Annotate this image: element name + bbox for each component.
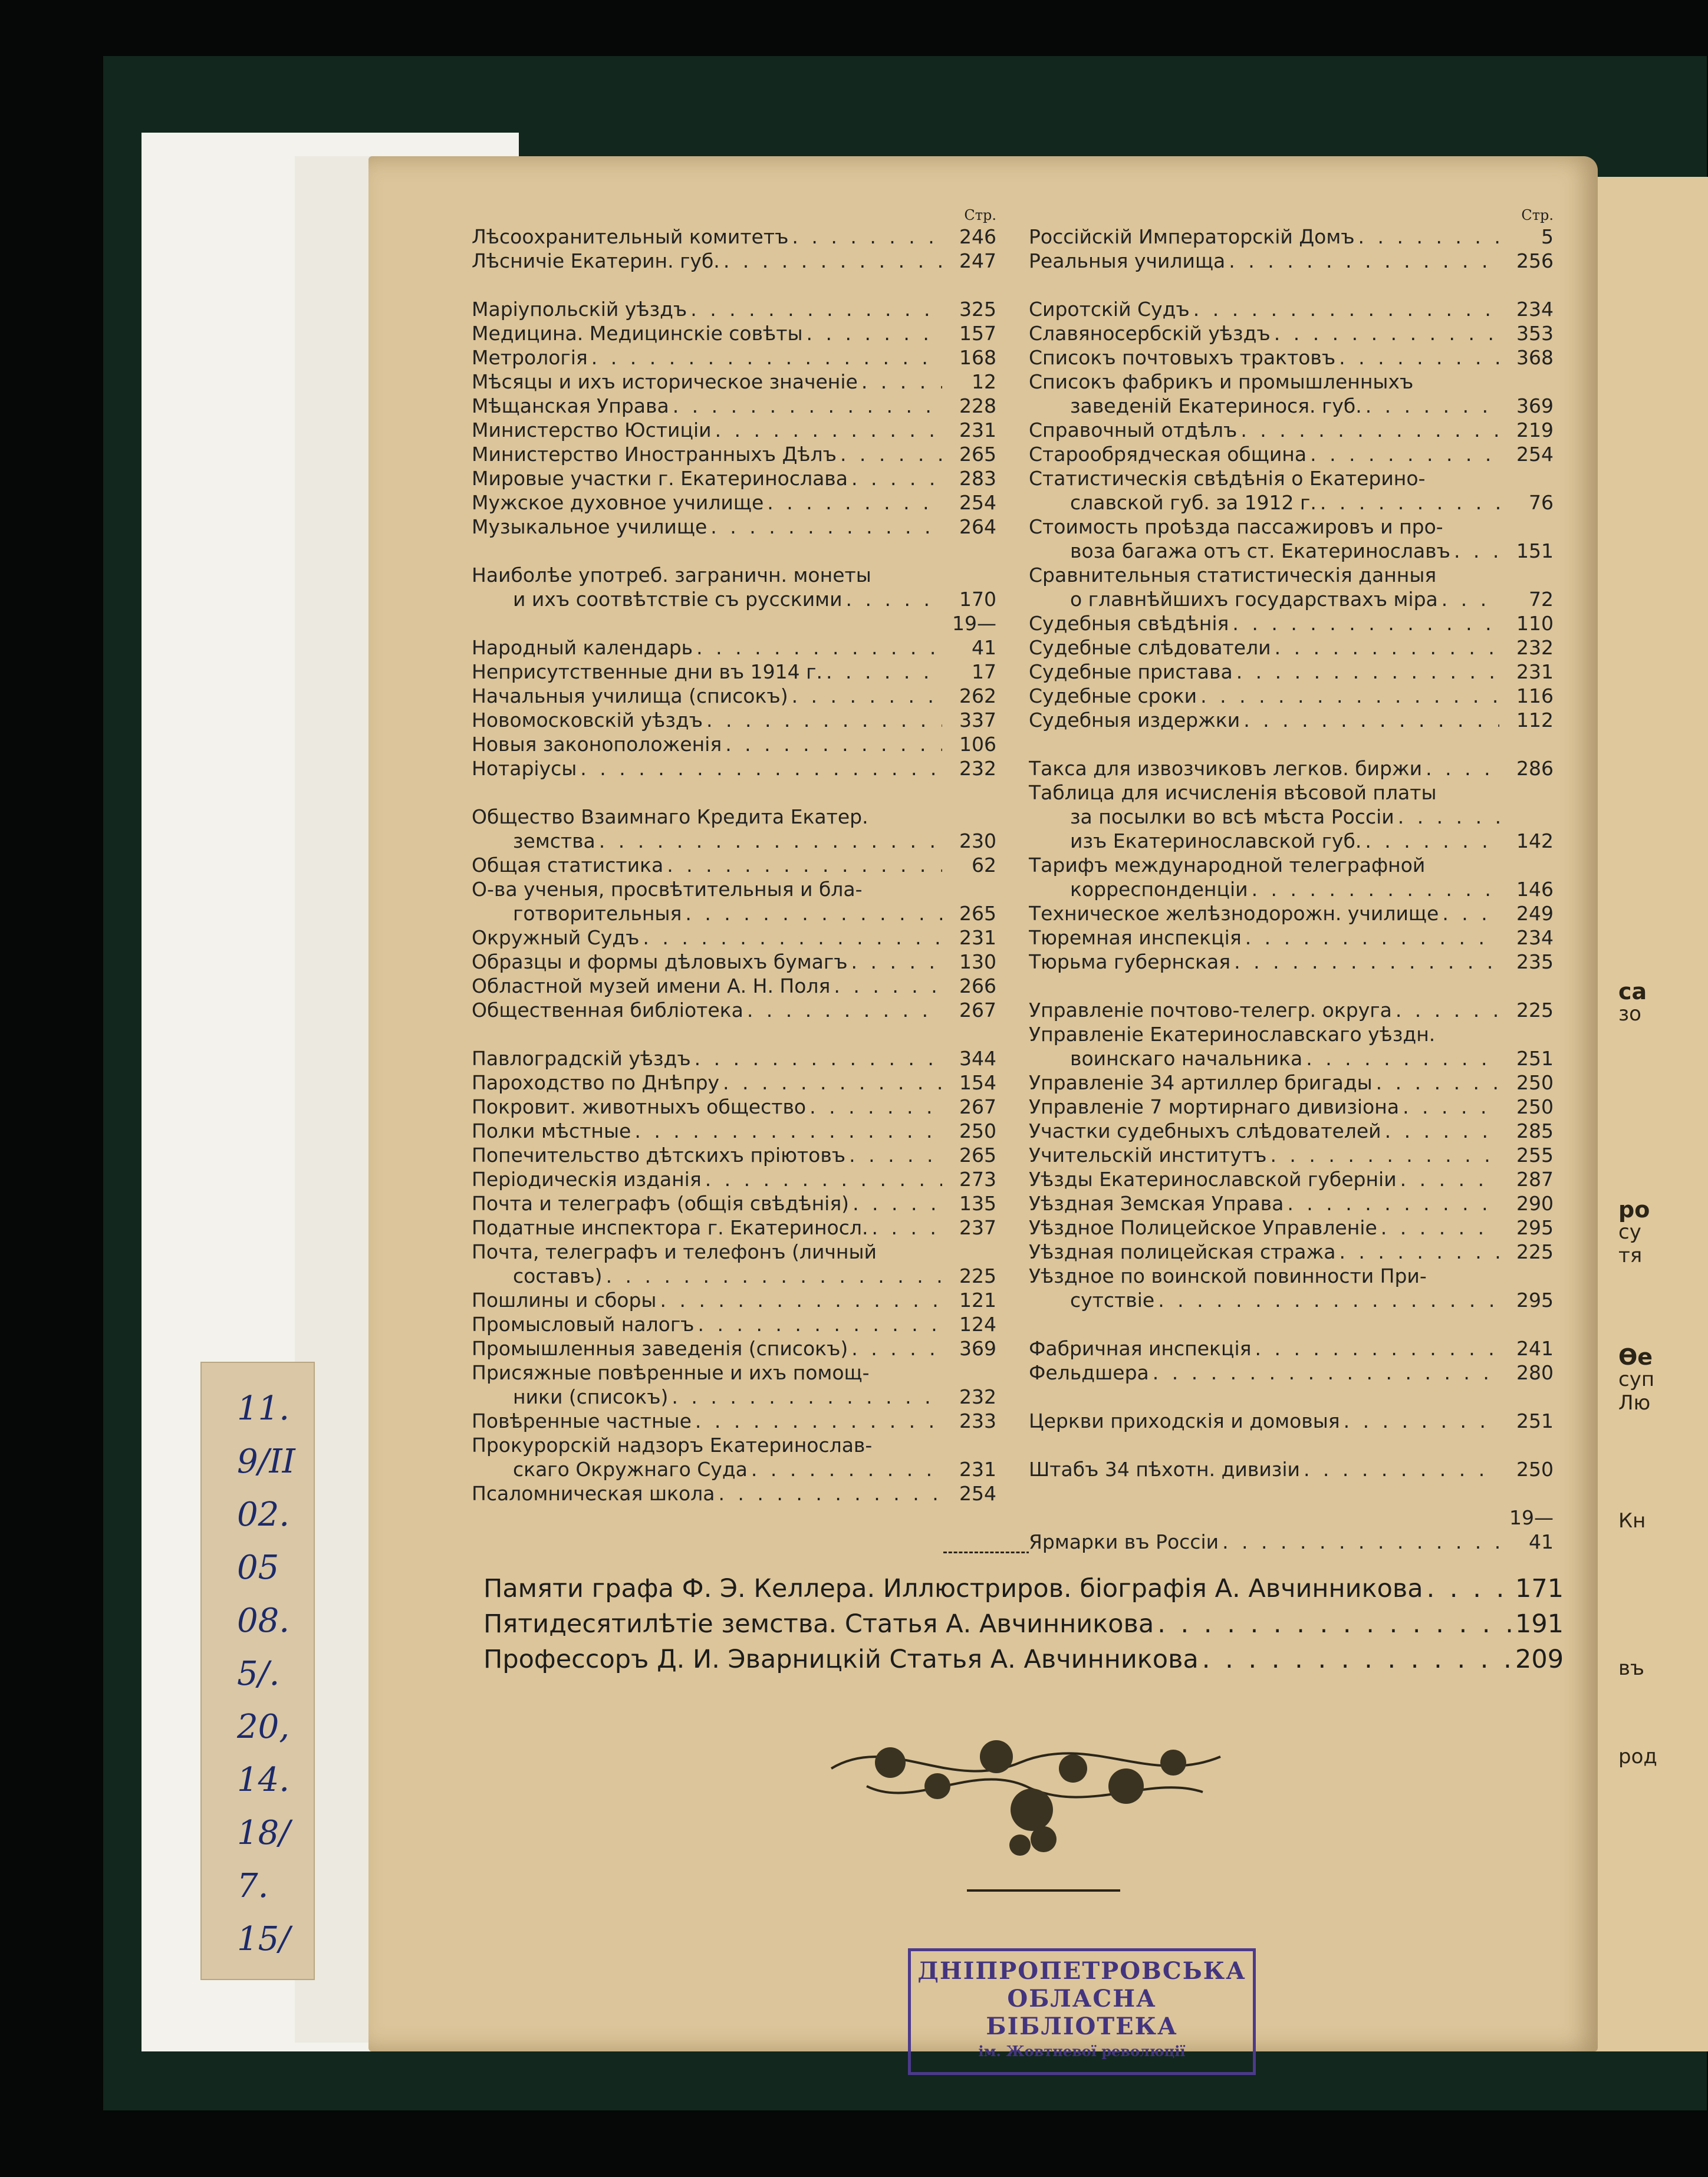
entry-page: 251 [1516, 1047, 1554, 1070]
handwritten-date: 02. [237, 1496, 290, 1534]
entry-page: 5 [1541, 225, 1554, 248]
facing-page-fragment [1589, 177, 1708, 2051]
index-entry [472, 877, 996, 926]
index-entry [1029, 225, 1554, 249]
entry-title: Россійскій Императорскій Домъ [1029, 225, 1358, 248]
entry-title: Штабъ 34 пѣхотн. дивизіи [1029, 1458, 1304, 1481]
index-entry [472, 249, 996, 273]
entry-title: Участки судебныхъ слѣдователей [1029, 1119, 1385, 1142]
index-entry [472, 1288, 996, 1312]
entry-title-cont: славской губ. за 1912 г. [1070, 491, 1320, 514]
entry-title: Неприсутственные дни въ 1914 г. [472, 660, 826, 683]
stamp-line-2: ОБЛАСНА БІБЛІОТЕКА [986, 1985, 1178, 2040]
facing-page-text: зо [1618, 1002, 1641, 1026]
entry-title-cont: земства [513, 829, 599, 852]
article-entry [483, 1642, 1562, 1677]
entry-title-cont: корреспонденціи [1070, 878, 1252, 901]
entry-page: 157 [959, 322, 996, 345]
entry-title: Общая статистика [472, 854, 667, 877]
index-entry [1029, 708, 1554, 732]
entry-page: 225 [959, 1264, 996, 1287]
index-entry [1029, 1119, 1554, 1143]
index-entry [1029, 853, 1554, 901]
index-entry [472, 1312, 996, 1336]
ornament-rule [967, 1889, 1120, 1892]
entry-title: Тарифъ международной телеграфной [1029, 854, 1426, 877]
entry-title: Покровит. животныхъ общество [472, 1095, 809, 1118]
entry-page: 154 [959, 1071, 996, 1094]
index-entry [1029, 684, 1554, 708]
facing-page-text: род [1618, 1745, 1657, 1768]
index-entry [472, 225, 996, 249]
facing-page-text: суп [1618, 1368, 1655, 1391]
index-entry [1029, 1240, 1554, 1264]
entry-title: Списокъ фабрикъ и промышленныхъ [1029, 370, 1414, 393]
entry-page: 265 [959, 1144, 996, 1167]
index-entry [1029, 998, 1554, 1022]
index-entry [1029, 1409, 1554, 1433]
entry-page: 254 [959, 491, 996, 514]
entry-page: 290 [1516, 1192, 1554, 1215]
index-entry [472, 1119, 996, 1143]
entry-page: 262 [959, 684, 996, 707]
entry-title: Судебныя свѣдѣнія [1029, 612, 1232, 635]
entry-page: 228 [959, 394, 996, 417]
entry-page: 295 [1516, 1216, 1554, 1239]
entry-title: Павлоградскій уѣздъ [472, 1047, 695, 1070]
index-entry [1029, 635, 1554, 660]
entry-page: 142 [1516, 829, 1554, 852]
index-entry [472, 297, 996, 321]
entry-page: 106 [959, 733, 996, 756]
entry-title: Маріупольскій уѣздъ [472, 298, 690, 321]
entry-page: 265 [959, 443, 996, 466]
index-entry [472, 418, 996, 442]
index-entry [1029, 442, 1554, 466]
entry-page: 231 [1516, 660, 1554, 683]
index-entry [1029, 345, 1554, 370]
entry-title: Промышленныя заведенія (списокъ) [472, 1337, 851, 1360]
grapevine-ornament [820, 1698, 1232, 1875]
index-entry [1029, 1022, 1554, 1071]
entry-page: 170 [959, 588, 996, 611]
entry-title: Управленіе 7 мортирнаго дивизіона [1029, 1095, 1403, 1118]
index-entry [1029, 1264, 1554, 1312]
index-entry [1029, 950, 1554, 974]
handwritten-date: 5/. [237, 1655, 280, 1693]
facing-page-text: ро [1618, 1197, 1650, 1223]
entry-page: 231 [959, 926, 996, 949]
entry-title: Мужское духовное училище [472, 491, 767, 514]
entry-title-cont: скаго Окружнаго Суда [513, 1458, 751, 1481]
entry-page: 232 [1516, 636, 1554, 659]
article-entry [483, 1606, 1562, 1642]
index-entry [472, 998, 996, 1022]
page-column-header: Стр. [1521, 207, 1554, 223]
entry-title: Медицина. Медицинскіе совѣты [472, 322, 807, 345]
entry-title: Уѣздное Полицейское Управленіе [1029, 1216, 1381, 1239]
entry-page: 112 [1516, 709, 1554, 732]
article-title: Пятидесятилѣтіе земства. Статья А. Авчинникова [483, 1609, 1157, 1639]
entry-page: 247 [959, 249, 996, 272]
entry-title: Періодическія изданія [472, 1168, 705, 1191]
index-entry [472, 442, 996, 466]
entry-page: 251 [1516, 1409, 1554, 1432]
entry-page: 237 [959, 1216, 996, 1239]
index-column-left [472, 203, 996, 1506]
entry-page: 121 [959, 1289, 996, 1312]
entry-page: 225 [1516, 999, 1554, 1022]
index-entry [472, 490, 996, 515]
entry-page: 116 [1516, 684, 1554, 707]
articles-list [483, 1571, 1562, 1677]
index-entry [472, 394, 996, 418]
entry-page: 255 [1516, 1144, 1554, 1167]
entry-title: Окружный Судъ [472, 926, 643, 949]
entry-page: 285 [1516, 1119, 1554, 1142]
entry-page: 266 [959, 974, 996, 997]
index-entry [1029, 1216, 1554, 1240]
facing-page-text: тя [1618, 1244, 1643, 1267]
entry-page: 267 [959, 1095, 996, 1118]
entry-title: Наиболѣе употреб. заграничн. монеты [472, 564, 871, 587]
entry-page: 62 [972, 854, 996, 877]
facing-page-text: Лю [1618, 1391, 1651, 1415]
library-due-date-card [200, 1362, 315, 1980]
entry-title: Лѣсоохранительный комитетъ [472, 225, 792, 248]
entry-page: 233 [959, 1409, 996, 1432]
entry-page: 250 [1516, 1458, 1554, 1481]
entry-title: Пароходство по Днѣпру [472, 1071, 723, 1094]
entry-title: Тюрьма губернская [1029, 950, 1234, 973]
index-entry [472, 1240, 996, 1288]
article-page: 191 [1515, 1609, 1564, 1639]
entry-page: 234 [1516, 926, 1554, 949]
index-entry [472, 1361, 996, 1409]
entry-title: Уѣзды Екатеринославской губерніи [1029, 1168, 1400, 1191]
entry-title: Полки мѣстные [472, 1119, 634, 1142]
library-stamp [908, 1948, 1256, 2075]
entry-title: Общественная библіотека [472, 999, 747, 1022]
facing-page-text: Ѳе [1618, 1344, 1653, 1370]
index-entry [1029, 756, 1554, 780]
entry-title: Управленіе 34 артиллер бригады [1029, 1071, 1376, 1094]
handwritten-date: 14. [237, 1761, 290, 1799]
entry-title: Общество Взаимнаго Кредита Екатер. [472, 805, 868, 828]
index-entry [472, 345, 996, 370]
entry-page: 295 [1516, 1289, 1554, 1312]
entry-page: 17 [972, 660, 996, 683]
index-entry [472, 370, 996, 394]
entry-title: Псаломническая школа [472, 1482, 718, 1505]
index-entry [472, 732, 996, 756]
index-entry [472, 1095, 996, 1119]
entry-title-cont: за посылки во всѣ мѣста Россіи [1070, 805, 1398, 828]
handwritten-date: 15/ [237, 1920, 291, 1958]
facing-page-text: су [1618, 1220, 1641, 1244]
entry-title: Судебные слѣдователи [1029, 636, 1275, 659]
entry-title: Областной музей имени А. Н. Поля [472, 974, 834, 997]
index-entry [1029, 1167, 1554, 1191]
entry-page: 110 [1516, 612, 1554, 635]
handwritten-date: 9/ІІ [237, 1442, 295, 1481]
index-entry [472, 1409, 996, 1433]
entry-page: 254 [959, 1482, 996, 1505]
index-entry [472, 1071, 996, 1095]
entry-title: Судебныя издержки [1029, 709, 1243, 732]
entry-page: 72 [1529, 588, 1554, 611]
article-entry [483, 1571, 1562, 1606]
index-entry [472, 926, 996, 950]
entry-title: Фельдшера [1029, 1361, 1153, 1384]
index-entry [472, 1433, 996, 1481]
index-entry [472, 321, 996, 345]
entry-page: 287 [1516, 1168, 1554, 1191]
entry-page: 151 [1516, 539, 1554, 562]
entry-page: 368 [1516, 346, 1554, 369]
index-entry [1029, 249, 1554, 273]
entry-page: 286 [1516, 757, 1554, 780]
article-title: Профессоръ Д. И. Эварницкій Статья А. Авчинникова [483, 1645, 1202, 1674]
facing-page-text: Кн [1618, 1509, 1646, 1533]
index-entry [472, 1336, 996, 1361]
index-entry [1029, 321, 1554, 345]
entry-page: 256 [1516, 249, 1554, 272]
index-entry [472, 708, 996, 732]
entry-page: 12 [972, 370, 996, 393]
entry-title: Повѣренные частные [472, 1409, 695, 1432]
entry-page: 231 [959, 419, 996, 442]
index-entry [472, 1216, 996, 1240]
facing-page-text: въ [1618, 1656, 1645, 1680]
entry-page: 353 [1516, 322, 1554, 345]
index-entry [1029, 1071, 1554, 1095]
entry-page: 231 [959, 1458, 996, 1481]
handwritten-date: 11. [237, 1389, 290, 1428]
entry-title: Реальныя училища [1029, 249, 1229, 272]
index-entry [472, 853, 996, 877]
index-entry [472, 1143, 996, 1167]
article-page: 209 [1515, 1645, 1564, 1674]
entry-page: 235 [1516, 950, 1554, 973]
entry-title-cont: заведеній Екатеринося. губ. [1070, 394, 1365, 417]
handwritten-date: 7. [237, 1867, 269, 1905]
entry-title: Лѣсничіе Екатерин. губ. [472, 249, 723, 272]
entry-title: Старообрядческая община [1029, 443, 1310, 466]
index-entry [472, 611, 996, 660]
entry-page: 230 [959, 829, 996, 852]
entry-title: Мировые участки г. Екатеринослава [472, 467, 851, 490]
index-entry [1029, 901, 1554, 926]
entry-title: Тюремная инспекція [1029, 926, 1245, 949]
index-entry [1029, 466, 1554, 515]
index-entry [1029, 926, 1554, 950]
entry-title: Списокъ почтовыхъ трактовъ [1029, 346, 1339, 369]
entry-title: Техническое желѣзнодорожн. училище [1029, 902, 1442, 925]
index-entry [1029, 1143, 1554, 1167]
article-page: 171 [1515, 1574, 1564, 1603]
entry-title: Славяносербскій уѣздъ [1029, 322, 1274, 345]
entry-title: Сиротскій Судъ [1029, 298, 1193, 321]
index-entry [472, 466, 996, 490]
entry-page: 337 [959, 709, 996, 732]
entry-title: Стоимость проѣзда пассажировъ и про- [1029, 515, 1443, 538]
index-entry [472, 684, 996, 708]
entry-page: 250 [1516, 1071, 1554, 1094]
article-title: Памяти графа Ф. Э. Келлера. Иллюстриров. біографія А. Авчинникова [483, 1574, 1427, 1603]
entry-title: Такса для извозчиковъ легков. биржи [1029, 757, 1426, 780]
entry-page: 325 [959, 298, 996, 321]
entry-title-cont: воинскаго начальника [1070, 1047, 1306, 1070]
entry-title: Метрологія [472, 346, 591, 369]
entry-page: 225 [1516, 1240, 1554, 1263]
entry-title: Прокурорскій надзоръ Екатеринослав- [472, 1434, 873, 1457]
entry-page: 234 [1516, 298, 1554, 321]
entry-page: 168 [959, 346, 996, 369]
index-entry [1029, 660, 1554, 684]
entry-title-cont: составъ) [513, 1264, 606, 1287]
entry-page: 130 [959, 950, 996, 973]
index-entry [472, 660, 996, 684]
index-entry [472, 515, 996, 539]
index-entry [472, 563, 996, 611]
index-entry [472, 1481, 996, 1506]
entry-title-cont: сутствіе [1070, 1289, 1158, 1312]
index-entry [1029, 1457, 1554, 1481]
entry-page: 280 [1516, 1361, 1554, 1384]
entry-title: Попечительство дѣтскихъ пріютовъ [472, 1144, 849, 1167]
entry-title: Почта и телеграфъ (общія свѣдѣнія) [472, 1192, 853, 1215]
entry-title: Сравнительныя статистическія данныя [1029, 564, 1437, 587]
entry-title: Управленіе почтово-телегр. округа [1029, 999, 1396, 1022]
index-entry [1029, 370, 1554, 418]
entry-page: 19—41 [1509, 1506, 1554, 1553]
entry-page: 76 [1529, 491, 1554, 514]
entry-page: 246 [959, 225, 996, 248]
index-entry [1029, 418, 1554, 442]
entry-page: 219 [1516, 419, 1554, 442]
entry-page: 369 [959, 1337, 996, 1360]
entry-title-cont: о главнѣйшихъ государствахъ міра [1070, 588, 1442, 611]
entry-page: 369 [1516, 394, 1554, 417]
index-entry [1029, 515, 1554, 563]
entry-title: Образцы и формы дѣловыхъ бумагъ [472, 950, 851, 973]
entry-page: 232 [959, 1385, 996, 1408]
entry-title: Мѣщанская Управа [472, 394, 673, 417]
entry-title: Справочный отдѣлъ [1029, 419, 1240, 442]
handwritten-date: 08. [237, 1602, 290, 1640]
index-entry [1029, 611, 1554, 635]
index-entry [1029, 780, 1554, 853]
index-entry [472, 805, 996, 853]
entry-title: Судебные пристава [1029, 660, 1236, 683]
entry-title: Управленіе Екатеринославскаго уѣздн. [1029, 1023, 1436, 1046]
entry-page: 344 [959, 1047, 996, 1070]
index-entry [1029, 1336, 1554, 1361]
entry-title: Мѣсяцы и ихъ историческое значеніе [472, 370, 861, 393]
entry-title: Статистическія свѣдѣнія о Екатерино- [1029, 467, 1426, 490]
entry-title: Министерство Иностранныхъ Дѣлъ [472, 443, 840, 466]
page-column-header: Стр. [964, 207, 996, 223]
entry-title: Фабричная инспекція [1029, 1337, 1255, 1360]
entry-title: Ярмарки въ Россіи [1029, 1530, 1222, 1553]
entry-title: Нотаріусы [472, 757, 580, 780]
entry-title-cont: ники (списокъ) [513, 1385, 672, 1408]
entry-page: 124 [959, 1313, 996, 1336]
index-entry [1029, 563, 1554, 611]
entry-page: 267 [959, 999, 996, 1022]
index-entry [472, 1046, 996, 1071]
entry-page: 241 [1516, 1337, 1554, 1360]
entry-title: Уѣздная Земская Управа [1029, 1192, 1287, 1215]
index-entry [1029, 1095, 1554, 1119]
entry-title: Церкви приходскія и домовыя [1029, 1409, 1344, 1432]
entry-title-cont: и ихъ соотвѣтствіе съ русскими [513, 588, 846, 611]
entry-page: 232 [959, 757, 996, 780]
entry-title: Податные инспектора г. Екатериносл. [472, 1216, 871, 1239]
index-entry [1029, 1506, 1554, 1554]
facing-page-text: са [1618, 979, 1647, 1004]
index-entry [472, 756, 996, 780]
handwritten-date: 18/ [237, 1814, 291, 1852]
entry-title: Начальныя училища (списокъ) [472, 684, 792, 707]
entry-page: 265 [959, 902, 996, 925]
entry-title-cont: готворительныя [513, 902, 685, 925]
entry-page: 254 [1516, 443, 1554, 466]
entry-title-cont: воза багажа отъ ст. Екатеринославъ [1070, 539, 1454, 562]
entry-page: 249 [1516, 902, 1554, 925]
handwritten-date: 05 [237, 1549, 279, 1587]
entry-title: Уѣздное по воинской повинности При- [1029, 1264, 1427, 1287]
entry-page: 135 [959, 1192, 996, 1215]
entry-title: Таблица для исчисленія вѣсовой платы [1029, 781, 1437, 804]
entry-title: Министерство Юстиціи [472, 419, 715, 442]
entry-title: Почта, телеграфъ и телефонъ (личный [472, 1240, 877, 1263]
entry-title: О-ва ученыя, просвѣтительныя и бла- [472, 878, 863, 901]
entry-title: Пошлины и сборы [472, 1289, 660, 1312]
index-entry [472, 950, 996, 974]
entry-title: Народный календарь [472, 636, 696, 659]
stamp-line-1: ДНІПРОПЕТРОВСЬКА [917, 1957, 1246, 1985]
index-entry [1029, 1191, 1554, 1216]
entry-page: 283 [959, 467, 996, 490]
entry-title: Промысловый налогъ [472, 1313, 698, 1336]
entry-title-cont: изъ Екатеринославской губ. [1070, 829, 1365, 852]
stamp-line-3: ім. Жовтневої революції [978, 2043, 1186, 2060]
entry-page: 264 [959, 515, 996, 538]
index-entry [1029, 1361, 1554, 1385]
index-entry [472, 974, 996, 998]
index-column-right [1029, 203, 1554, 1554]
entry-title: Новыя законоположенія [472, 733, 725, 756]
entry-page: 250 [959, 1119, 996, 1142]
entry-title: Новомосковскій уѣздъ [472, 709, 706, 732]
entry-page: 273 [959, 1168, 996, 1191]
entry-title: Судебные сроки [1029, 684, 1200, 707]
handwritten-date: 20, [237, 1708, 290, 1746]
entry-title: Учительскій институтъ [1029, 1144, 1270, 1167]
index-entry [1029, 297, 1554, 321]
entry-title: Музыкальное училище [472, 515, 710, 538]
index-entry [472, 1191, 996, 1216]
entry-title: Присяжные повѣренные и ихъ помощ- [472, 1361, 870, 1384]
entry-page: 146 [1516, 878, 1554, 901]
index-entry [472, 1167, 996, 1191]
entry-page: 250 [1516, 1095, 1554, 1118]
entry-title: Уѣздная полицейская стража [1029, 1240, 1339, 1263]
entry-page: 19—41 [952, 612, 996, 659]
